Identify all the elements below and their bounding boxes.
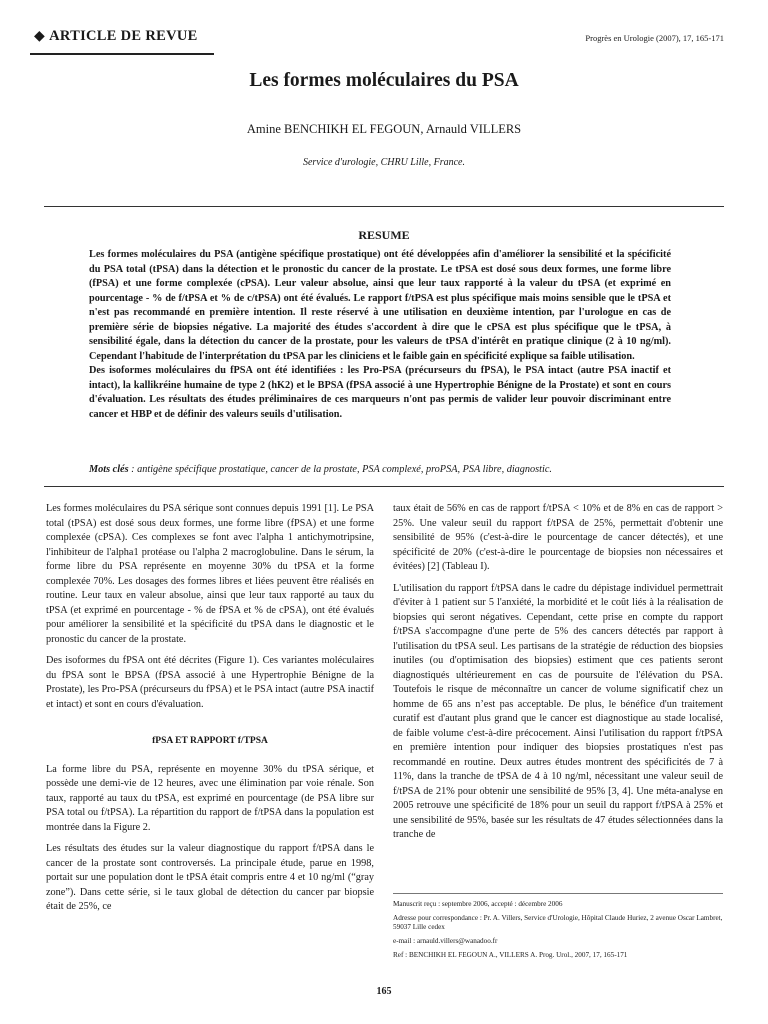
abstract-paragraph: Les formes moléculaires du PSA (antigène spécifique prostatique) ont été développées afin d'améliorer la sensibilité et la spécificité du PSA total (tPSA) dans la détection et le pronostic du cancer de la prostate. Le tPSA est dosé sous deux formes, une forme libre (fPSA) et une forme complexée (cPSA). Leur valeur absolue, ainsi que leur taux rapporté à la valeur du tPSA (et exprimé en pourcentage - % de f/tPSA et % de c/tPSA) ont été évalués. Le rapport f/tPSA est plus spécifique mais moins sensible que le tPSA et n'est pas recommandé en première intention. Il reste réservé à une utilisation en deuxième intention, par l'urologue en cas de première série de biopsies négative. La majorité des études s'accordent à dire que le cPSA est plus spécifique que le tPSA, à sensibilité égale, dans la détection du cancer de la prostate, pour les valeurs de tPSA d'intérêt en pratique clinique (2 à 10 ng/ml). Cependant l'habitude de l'interprétation du tPSA par les cliniciens et le faible gain en spécificité explique sa faible utilisation. <box>89 249 671 362</box>
abstract-paragraph: Des isoformes moléculaires du fPSA ont été identifiées : les Pro-PSA (précurseurs du fPSA), le PSA intact (autre PSA inactif et intact), la kallikréine humaine de type 2 (hK2) et le BPSA (fPSA associé à une Hypertrophie Bénigne de la Prostate) et sont en cours d'évaluation. Les résultats des études préliminaires de ces marqueurs n'ont pas permis de valider leur pouvoir discriminant entre cancer et HBP et de définir des valeurs seuils d'utilisation. <box>89 365 671 421</box>
rubric-text: ARTICLE DE REVUE <box>49 28 198 44</box>
diamond-icon: ◆ <box>34 29 46 44</box>
divider-top <box>44 206 724 207</box>
right-column <box>393 502 723 850</box>
left-column <box>46 502 374 922</box>
affiliation: Service d'urologie, CHRU Lille, France. <box>302 157 465 168</box>
body-paragraph: Les formes moléculaires du PSA sérique sont connues depuis 1991 [1]. Le PSA total (tPSA) est dosé sous deux formes, une forme libre (fPSA) et une forme complexée (cPSA). Ces complexes se font avec l'alpha 1 antichymotripsine, l'inhibiteur de l'alpha1 protéase ou l'alpha 2 macroglobuline. Dans le sérum, la forme libre du PSA représente en moyenne 30% du tPSA et la forme complexée 70%. Les dosages des formes libres et liées peuvent être réalisés en routine. Leur taux en valeur absolue, ainsi que leur taux rapporté au taux du tPSA (et exprimé en pourcentage - % de fPSA et % de cPSA), ont été évalués pour améliorer la sensibilité et la spécificité du tPSA dans le diagnostic et le pronostic du cancer de la prostate. <box>46 503 374 645</box>
article-title: Les formes moléculaires du PSA <box>249 70 519 91</box>
body-paragraph: La forme libre du PSA, représente en moyenne 30% du tPSA sérique, et possède une demi-vie de 12 heures, avec une élimination par voie rénale. Son taux, rapporté au taux du tPSA, est exprimé en pourcentage (de PSA libre sur PSA total ou f/tPSA). La répartition du rapport de f/tPSA dans la population est montrée dans la Figure 2. <box>46 763 374 833</box>
footnote-received: Manuscrit reçu : septembre 2006, accepté : décembre 2006 <box>393 900 563 908</box>
page-number: 165 <box>376 986 392 997</box>
footnotes <box>393 900 723 965</box>
body-paragraph: L'utilisation du rapport f/tPSA dans le cadre du dépistage individuel permettrait d'éviter à 1 patient sur 5 l'anxiété, la morbidité et le coût liés à la réalisation de biopsies qui seront négatives. Cependant, cette prise en compte du rapport f/tPSA s'accompagne d'une perte de 5% des cancers détectés par rapport à l'utilisation du tPSA seul. Les partisans de la stratégie de réduction des biopsies inutiles (ou d'optimisation des biopsies) estiment que ces patients seront diagnostiqués ultérieurement en cas de poursuite de l'élévation du PSA. Toutefois le risque de méconnaître un cancer de volume significatif chez un homme de 65 ans n’est pas acceptable. De plus, le bénéfice d'un traitement curatif est d'autant plus grand que le cancer est diagnostique au stade localisé, de faible volume c'est-à-dire précocement. Ainsi l'utilisation du rapport f/tPSA en première intention pour indiquer des biopsies prostatiques n'est pas recommandé en routine. Deux autres études montrent des spécificités de 7 à 11%, dans la tranche de tPSA de 4 à 10 ng/ml, nécessitant une valeur seuil de f/tPSA de 21% pour obtenir une sensibilité de 95% [3, 4]. Une méta-analyse en 2005 retrouve une spécificité de 18% pour un seuil du rapport f/tPSA à 25% et une sensibilité de 95%, basée sur les résultats de 47 études sélectionnées dans la tranche de <box>393 582 723 840</box>
footnote-divider <box>393 893 723 894</box>
abstract-body <box>89 248 671 423</box>
rubric-label <box>34 28 198 45</box>
journal-citation: Progrès en Urologie (2007), 17, 165-171 <box>585 33 724 43</box>
footnote-email: e-mail : arnauld.villers@wanadoo.fr <box>393 937 498 946</box>
body-paragraph: taux était de 56% en cas de rapport f/tPSA < 10% et de 8% en cas de rapport > 25%. Une valeur seuil du rapport f/tPSA de 25%, permettait d'obtenir une sensibilité de 95% (c'est-à-dire le pourcentage de cancer détectés), et une spécificité de 20% (c'est-à-dire le pourcentage de biopsies non nécessaires et évitées) [2] (Tableau I). <box>393 503 723 572</box>
author-list: Amine BENCHIKH EL FEGOUN, Arnauld VILLERS <box>246 122 522 136</box>
divider-mid <box>44 486 724 487</box>
section-heading: fPSA ET RAPPORT f/TPSA <box>152 736 268 746</box>
abstract-heading: RESUME <box>358 228 410 242</box>
rubric-underline <box>30 53 214 55</box>
footnote-reference: Ref : BENCHIKH EL FEGOUN A., VILLERS A. Prog. Urol., 2007, 17, 165-171 <box>393 950 628 959</box>
keywords-text: : antigène spécifique prostatique, cancer de la prostate, PSA complexé, proPSA, PSA libre, diagnostic. <box>128 464 552 475</box>
body-paragraph: Des isoformes du fPSA ont été décrites (Figure 1). Ces variantes moléculaires du fPSA sont le BPSA (fPSA associé à une Hypertrophie Bénigne de la Prostate), les Pro-PSA (précurseurs du fPSA) et le PSA intact (autre PSA inactif et intact) et sont en cours d'évaluation. <box>46 655 374 710</box>
body-paragraph: Les résultats des études sur la valeur diagnostique du rapport f/tPSA dans le cancer de la prostate sont controversés. La principale étude, parue en 1998, portait sur une population dont le tPSA était compris entre 4 et 10 ng/ml (“gray zone”). Dans cette série, si le taux global de détection du cancer par biopsie était de 25%, ce <box>46 843 374 912</box>
footnote-address: Adresse pour correspondance : Pr. A. Villers, Service d'Urologie, Hôpital Claude Huriez, 2 avenue Oscar Lambret, 59037 Lille cedex <box>393 913 723 932</box>
keywords-line <box>89 463 671 477</box>
keywords-label: Mots clés <box>89 464 129 475</box>
